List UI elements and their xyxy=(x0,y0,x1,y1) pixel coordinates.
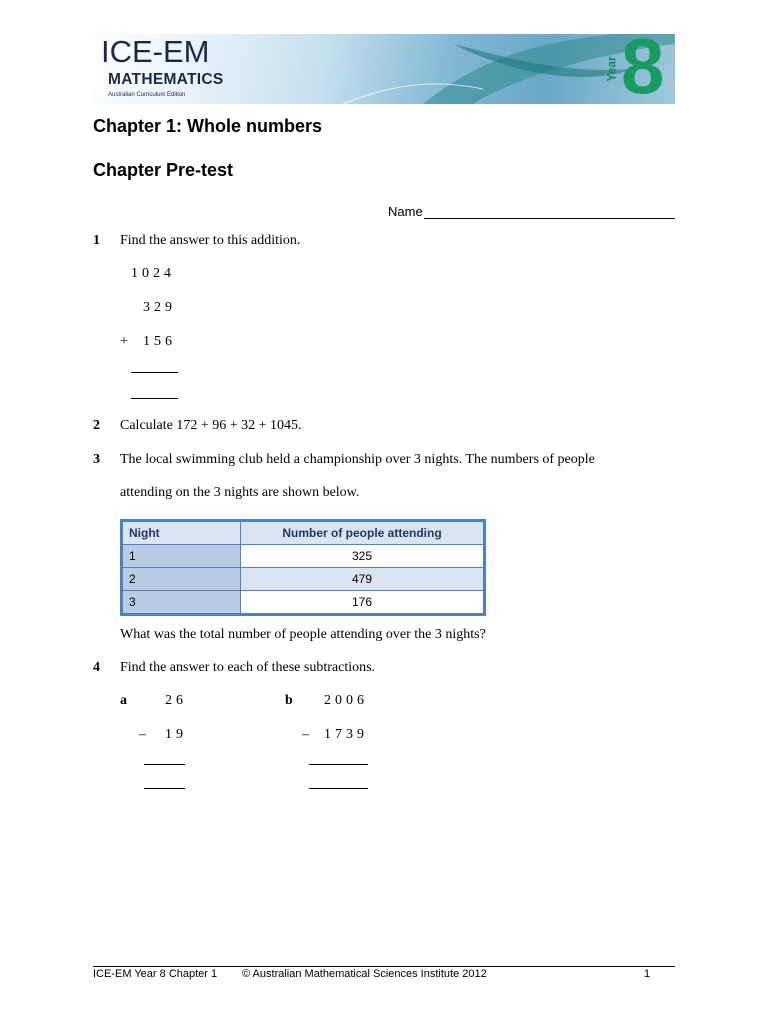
answer-line xyxy=(131,398,178,399)
page-number: 1 xyxy=(644,968,651,980)
plus-sign: + xyxy=(120,334,128,349)
part-label-a: a xyxy=(120,693,127,708)
question-number: 4 xyxy=(93,660,100,675)
column-header: Number of people attending xyxy=(241,521,485,545)
addend: 156 xyxy=(143,334,176,349)
question-number: 2 xyxy=(93,418,100,433)
question-number: 1 xyxy=(93,233,100,248)
brand-edition: Australian Curriculum Edition xyxy=(108,92,186,98)
question-text: Find the answer to each of these subtractions. xyxy=(120,660,376,675)
footer-rule xyxy=(93,966,675,967)
footer-left: ICE-EM Year 8 Chapter 1 xyxy=(93,968,218,980)
name-answer-line[interactable] xyxy=(424,218,675,219)
brand-subject: MATHEMATICS xyxy=(108,71,224,88)
question-text: The local swimming club held a championship over 3 nights. The numbers of people xyxy=(120,452,595,467)
addend: 329 xyxy=(143,300,176,315)
table-cell: 1 xyxy=(122,545,241,568)
section-title: Chapter Pre-test xyxy=(93,160,234,180)
part-label-b: b xyxy=(285,693,293,708)
table-cell: 176 xyxy=(241,591,485,615)
attendance-table xyxy=(120,519,486,616)
answer-line xyxy=(144,764,185,765)
table-cell: 3 xyxy=(122,591,241,615)
question-text: Calculate 172 + 96 + 32 + 1045. xyxy=(120,418,302,433)
minus-sign: – xyxy=(139,727,146,742)
question-number: 3 xyxy=(93,452,100,467)
year-number: 8 xyxy=(621,34,665,104)
answer-line xyxy=(309,764,368,765)
table-cell: 325 xyxy=(241,545,485,568)
minus-sign: – xyxy=(302,727,309,742)
question-text: attending on the 3 nights are shown below. xyxy=(120,485,360,500)
name-label: Name xyxy=(388,204,423,219)
table-cell: 2 xyxy=(122,568,241,591)
question-text: Find the answer to this addition. xyxy=(120,233,301,248)
table-row xyxy=(122,568,485,591)
table-row xyxy=(122,591,485,615)
question-text: What was the total number of people attending over the 3 nights? xyxy=(120,627,486,642)
answer-line xyxy=(309,788,368,789)
footer-copyright: © Australian Mathematical Sciences Institute 2012 xyxy=(242,968,487,980)
answer-line xyxy=(131,372,178,373)
header-banner xyxy=(93,34,675,104)
subtrahend: 1739 xyxy=(324,727,368,742)
table-row xyxy=(122,545,485,568)
table-header-row xyxy=(122,521,485,545)
subtrahend: 19 xyxy=(165,727,187,742)
column-header: Night xyxy=(122,521,241,545)
answer-line xyxy=(144,788,185,789)
addend: 1024 xyxy=(131,266,175,281)
table-cell: 479 xyxy=(241,568,485,591)
minuend: 26 xyxy=(165,693,187,708)
minuend: 2006 xyxy=(324,693,368,708)
brand-title: ICE-EM xyxy=(101,34,210,69)
chapter-title: Chapter 1: Whole numbers xyxy=(93,116,323,136)
year-label: Year xyxy=(604,56,619,82)
